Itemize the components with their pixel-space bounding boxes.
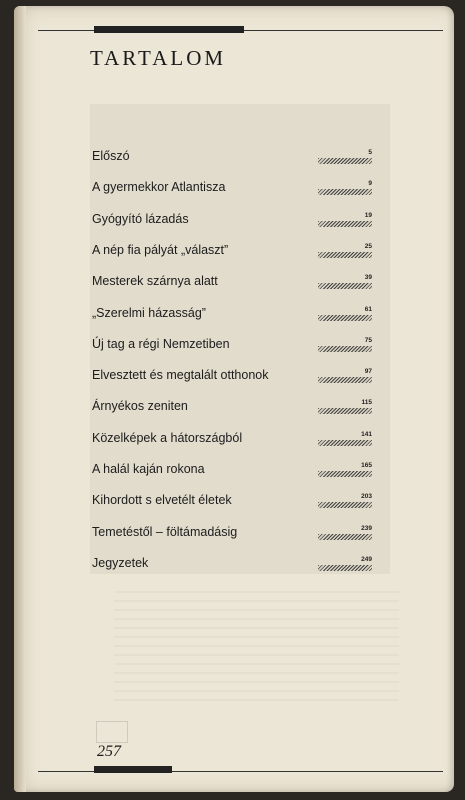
toc-hatch-bar (318, 377, 372, 383)
top-bar (94, 26, 244, 33)
toc-entry-page: 19 (364, 211, 372, 219)
faint-print-through (114, 591, 399, 701)
toc-entry-page: 97 (364, 368, 372, 376)
toc-entry-title: „Szerelmi házasság” (92, 305, 206, 320)
toc-entry (92, 399, 372, 423)
toc-entry-title: Előszó (92, 149, 130, 163)
toc-entry-title: Közelképek a hátországból (92, 430, 243, 445)
toc-entry-page: 75 (364, 336, 372, 344)
toc-entry (92, 525, 372, 549)
toc-entry-page: 203 (361, 493, 372, 501)
toc-entry-title: Temetéstől – föltámadásig (92, 524, 238, 539)
toc-hatch-bar (318, 534, 372, 540)
toc-hatch-bar (318, 158, 372, 164)
page-spine (14, 6, 26, 792)
toc-entry (92, 212, 372, 236)
toc-entry (92, 243, 372, 267)
toc-entry-page: 5 (368, 149, 372, 156)
toc-entry (92, 149, 372, 173)
bottom-bar (94, 766, 172, 773)
toc-entry-page: 9 (368, 180, 372, 188)
toc-entry-page: 25 (364, 242, 372, 250)
toc-hatch-bar (318, 252, 372, 258)
toc-entry (92, 462, 372, 486)
toc-entry-title: A halál kaján rokona (92, 462, 205, 476)
toc-hatch-bar (318, 471, 372, 477)
toc-hatch-bar (318, 221, 372, 227)
toc-entry-title: A gyermekkor Atlantisza (92, 180, 226, 195)
toc-entry-title: Elvesztett és megtalált otthonok (92, 368, 269, 383)
toc-entry-title: Jegyzetek (92, 555, 149, 570)
toc-hatch-bar (318, 408, 372, 414)
toc-entry (92, 337, 372, 361)
toc-entry-title: Mesterek szárnya alatt (92, 274, 218, 289)
toc-hatch-bar (318, 315, 372, 321)
toc-entry (92, 493, 372, 517)
page-number: 257 (97, 743, 121, 760)
faint-stamp (96, 721, 128, 743)
toc-entry (92, 431, 372, 455)
toc-hatch-bar (318, 189, 372, 195)
book-page (14, 6, 454, 792)
toc-entry-title: Árnyékos zeniten (92, 399, 188, 414)
toc-entry-page: 249 (361, 555, 372, 563)
toc-entry (92, 556, 372, 580)
toc-entry-page: 115 (361, 399, 372, 407)
toc-entry (92, 306, 372, 330)
toc-hatch-bar (318, 502, 372, 508)
toc-entry-page: 239 (361, 524, 372, 532)
toc-entry (92, 180, 372, 204)
toc-hatch-bar (318, 283, 372, 289)
toc-hatch-bar (318, 440, 372, 446)
toc-entry-title: Gyógyító lázadás (92, 211, 189, 226)
toc-entry-page: 141 (361, 430, 372, 438)
toc-entry-title: Új tag a régi Nemzetiben (92, 336, 230, 351)
toc-entry-title: Kihordott s elvetélt életek (92, 493, 232, 508)
toc-entry-page: 39 (364, 274, 372, 282)
page-title: TARTALOM (90, 46, 227, 70)
toc-entry-title: A nép fia pályát „választ” (92, 242, 229, 257)
toc-entry-page: 61 (364, 305, 372, 313)
toc-hatch-bar (318, 346, 372, 352)
toc-hatch-bar (318, 565, 372, 571)
toc-entry (92, 368, 372, 392)
toc-entry-page: 165 (361, 462, 372, 469)
toc-entry (92, 274, 372, 298)
